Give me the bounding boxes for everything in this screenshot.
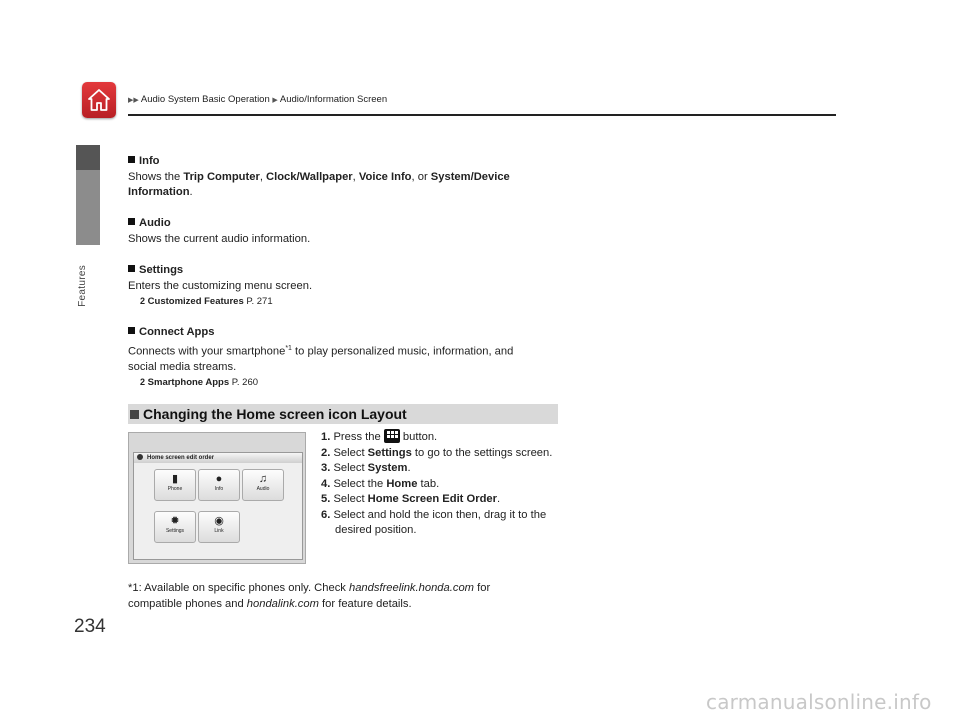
- chapter-tab: [76, 145, 100, 245]
- section-text: Shows the current audio information.: [128, 232, 311, 245]
- section-text: Information.: [128, 186, 193, 198]
- tile-audio: ♫ Audio: [242, 469, 284, 501]
- square-bullet-icon: [128, 265, 135, 272]
- home-button[interactable]: [82, 82, 116, 118]
- tile-link: ◉ Link: [198, 511, 240, 543]
- section-text: social media streams.: [128, 360, 237, 373]
- tile-settings: ✹ Settings: [154, 511, 196, 543]
- cross-reference-smartphone-apps[interactable]: 2 Smartphone Apps P. 260: [140, 377, 259, 389]
- section-title: Audio: [139, 217, 171, 229]
- cross-reference-icon: 2: [140, 296, 146, 306]
- step-2: 2. Select Settings to go to the settings screen.: [321, 446, 553, 459]
- phone-icon: ▮: [171, 473, 179, 485]
- watermark: carmanualsonline.info: [706, 690, 932, 714]
- footnote: *1: Available on specific phones only. Check handsfreelink.honda.com for compatible phones and hondalink.com for feature details.: [128, 582, 491, 610]
- cross-reference-customized-features[interactable]: 2 Customized Features P. 271: [140, 296, 273, 307]
- step-4: 4. Select the Home tab.: [321, 477, 440, 490]
- screen-header: Home screen edit order: [134, 453, 302, 463]
- square-bullet-icon: [128, 156, 135, 163]
- step-3: 3. Select System.: [321, 462, 411, 474]
- step-6: 6. Select and hold the icon then, drag it to the: [321, 508, 547, 521]
- section-text: Enters the customizing menu screen.: [128, 279, 313, 292]
- gear-icon: ✹: [170, 515, 180, 527]
- grid-home-icon: [384, 429, 400, 443]
- arrow-right-icon: ▶▶: [128, 97, 139, 104]
- link-icon: ◉: [214, 515, 224, 527]
- step-1: 1. Press the button.: [321, 431, 438, 443]
- cross-reference-icon: 2: [140, 377, 146, 388]
- section-title: Settings: [139, 264, 184, 276]
- arrow-right-icon: ▶: [272, 97, 278, 104]
- chapter-label: Features: [77, 265, 88, 307]
- link-handsfreelink[interactable]: handsfreelink.honda.com: [348, 582, 474, 594]
- section-text: Shows the Trip Computer, Clock/Wallpaper, Voice Info, or System/Device: [128, 170, 510, 183]
- step-5: 5. Select Home Screen Edit Order.: [321, 493, 501, 505]
- square-bullet-icon: [130, 410, 139, 419]
- subheading-title: Changing the Home screen icon Layout: [143, 406, 407, 422]
- header-divider: [128, 114, 836, 116]
- section-settings: [128, 263, 568, 310]
- tile-phone: ▮ Phone: [154, 469, 196, 501]
- step-6-continued: desired position.: [335, 524, 417, 536]
- link-hondalink[interactable]: hondalink.com: [246, 597, 319, 610]
- section-title: Connect Apps: [139, 326, 215, 338]
- section-text: Connects with your smartphone$^{*1}$ to play personalized music, information, and: [128, 344, 514, 358]
- home-screen-illustration: [128, 432, 306, 564]
- breadcrumb: [128, 94, 387, 105]
- back-icon: [137, 454, 143, 460]
- section-audio: [128, 216, 568, 247]
- breadcrumb-link-audio-system[interactable]: Audio System Basic Operation: [140, 94, 270, 105]
- footnote-marker: *1: [285, 344, 292, 352]
- home-icon: [87, 87, 111, 113]
- breadcrumb-link-audio-info[interactable]: Audio/Information Screen: [279, 94, 388, 105]
- page-number: 234: [74, 616, 106, 637]
- square-bullet-icon: [128, 218, 135, 225]
- info-icon: ●: [215, 473, 223, 485]
- subheading-bar: [128, 404, 558, 424]
- section-connect-apps: [128, 325, 568, 391]
- square-bullet-icon: [128, 327, 135, 334]
- section-title: Info: [139, 155, 160, 167]
- music-icon: ♫: [258, 473, 268, 485]
- tile-info: ● Info: [198, 469, 240, 501]
- section-info: [128, 154, 568, 201]
- instruction-steps: [321, 429, 566, 539]
